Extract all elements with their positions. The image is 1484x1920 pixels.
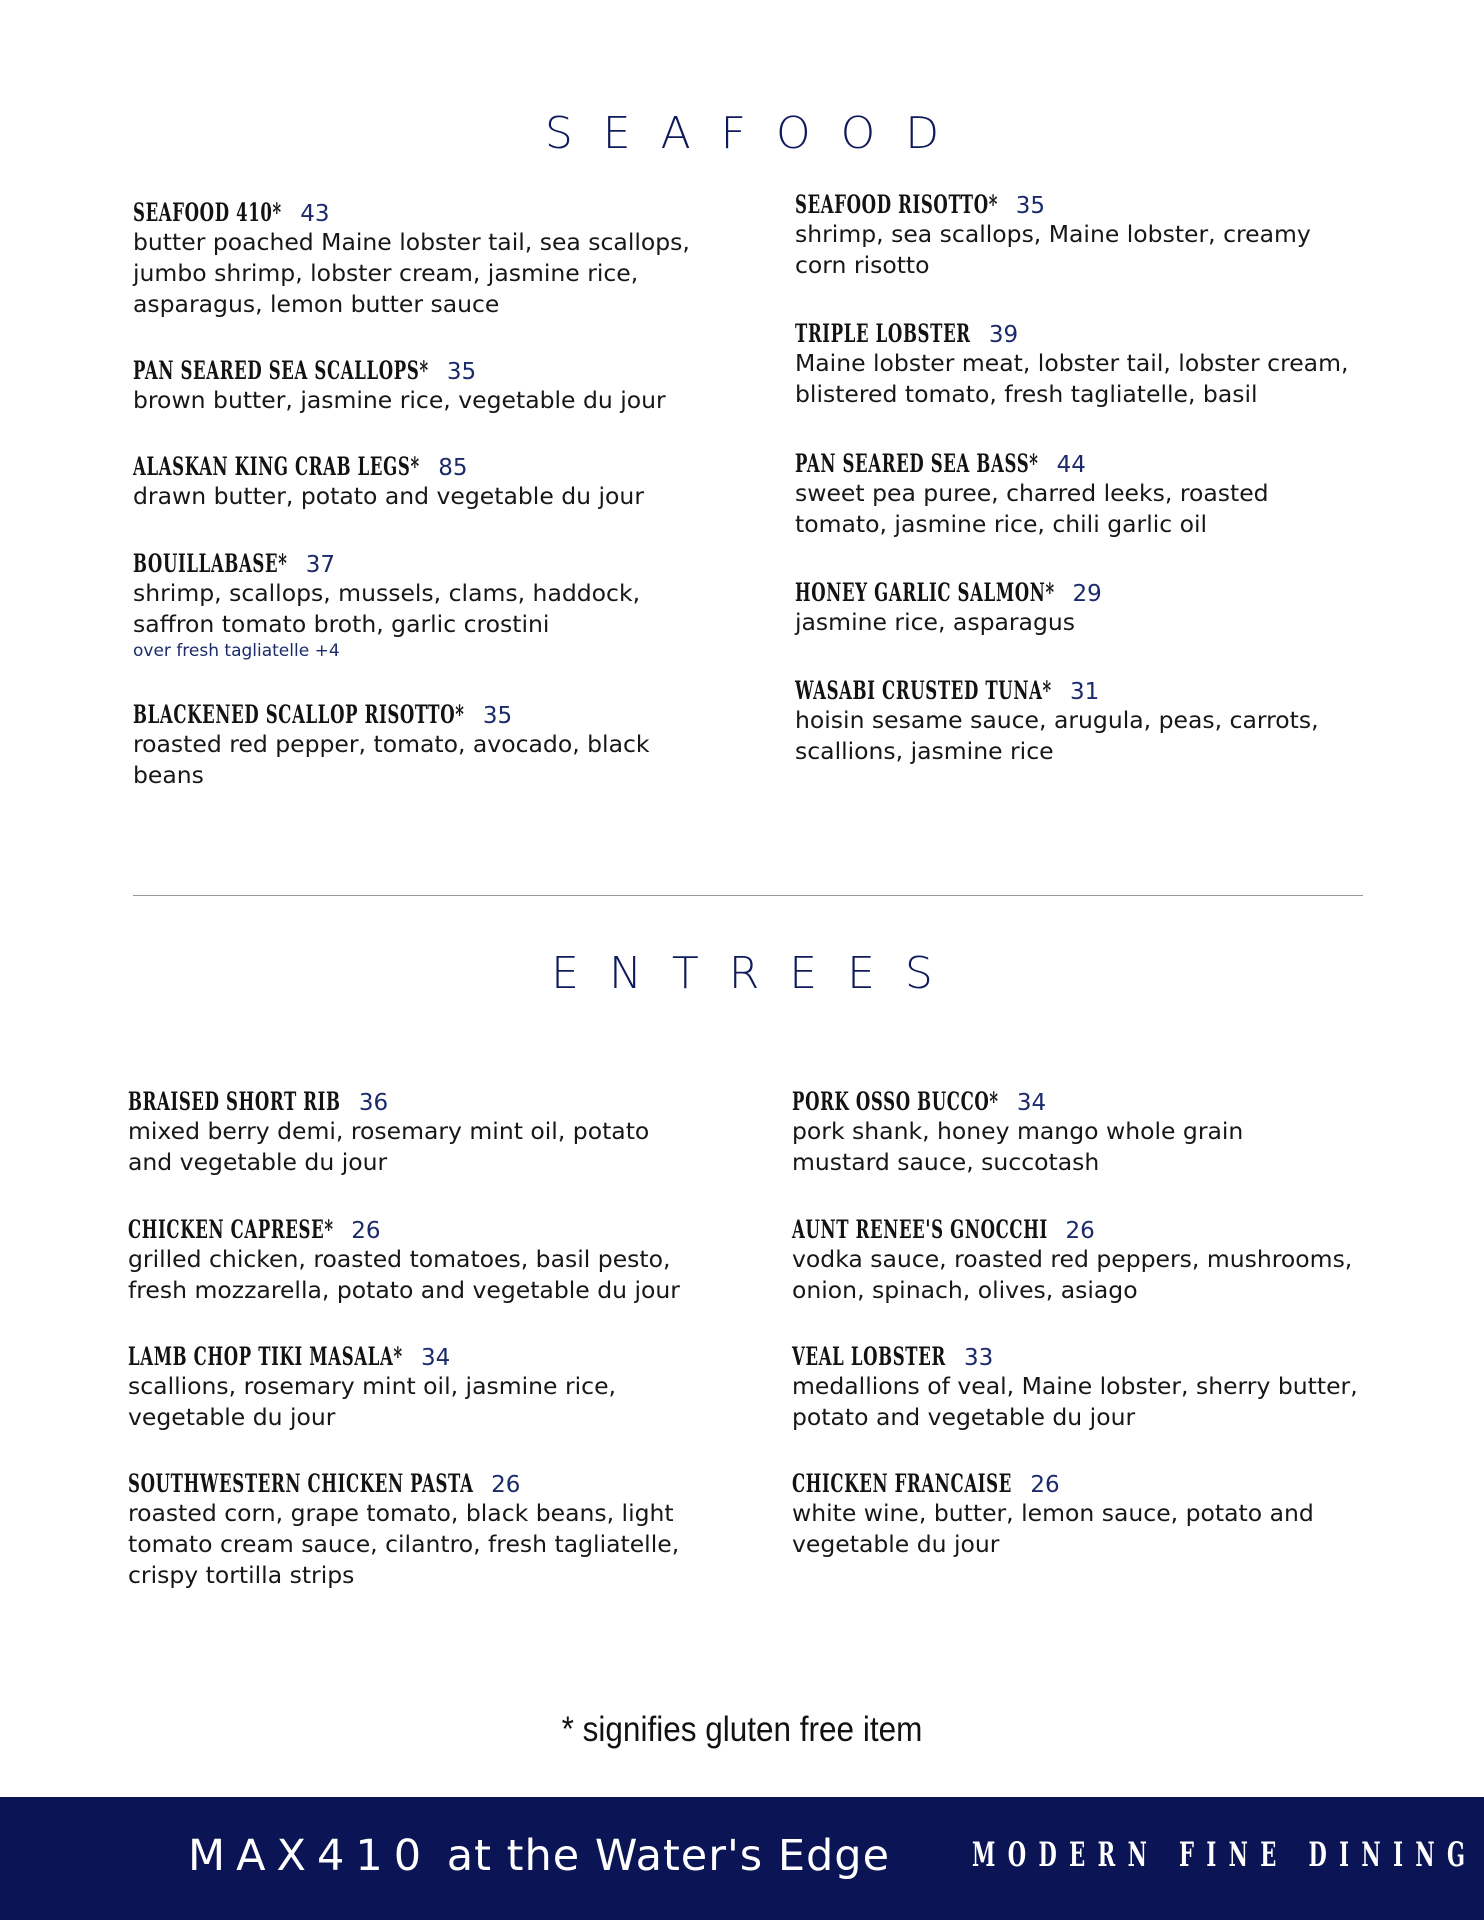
item-description: brown butter, jasmine rice, vegetable du jour	[133, 386, 666, 414]
restaurant-name-prefix: MAX410	[188, 1831, 433, 1881]
item-description: drawn butter, potato and vegetable du jour	[133, 482, 644, 510]
item-price: 39	[988, 322, 1019, 348]
menu-item	[792, 1469, 1332, 1560]
menu-item	[792, 1215, 1372, 1306]
item-price: 37	[305, 552, 335, 578]
tagline: MODERN FINE DINING	[972, 1835, 1478, 1875]
item-description: grilled chicken, roasted tomatoes, basil pesto, fresh mozzarella, potato and vegetable du jour	[128, 1245, 680, 1304]
item-price: 34	[421, 1345, 451, 1371]
item-description: roasted red pepper, tomato, avocado, black beans	[133, 730, 650, 789]
item-name: VEAL LOBSTER	[792, 1342, 946, 1371]
item-price: 29	[1072, 581, 1102, 607]
item-price: 35	[446, 359, 477, 385]
item-description: roasted corn, grape tomato, black beans, light tomato cream sauce, cilantro, fresh tagliatelle, crispy tortilla strips	[128, 1499, 680, 1589]
menu-item	[795, 578, 1102, 638]
menu-item	[133, 549, 693, 661]
item-name: ALASKAN KING CRAB LEGS*	[133, 452, 420, 481]
item-name: CHICKEN CAPRESE*	[128, 1215, 334, 1244]
item-price: 44	[1056, 452, 1086, 478]
menu-item	[133, 356, 666, 416]
item-description: Maine lobster meat, lobster tail, lobster cream, blistered tomato, fresh tagliatelle, basil	[795, 349, 1349, 408]
item-description: hoisin sesame sauce, arugula, peas, carrots, scallions, jasmine rice	[795, 706, 1319, 765]
item-description: sweet pea puree, charred leeks, roasted tomato, jasmine rice, chili garlic oil	[795, 479, 1269, 538]
gluten-free-note: * signifies gluten free item	[561, 1710, 923, 1749]
item-description: white wine, butter, lemon sauce, potato and vegetable du jour	[792, 1499, 1314, 1558]
item-description: mixed berry demi, rosemary mint oil, potato and vegetable du jour	[128, 1117, 650, 1176]
restaurant-name-suffix: at the Water's Edge	[432, 1831, 891, 1881]
item-name: CHICKEN FRANCAISE	[792, 1469, 1012, 1498]
item-price: 36	[358, 1090, 389, 1116]
item-name: SOUTHWESTERN CHICKEN PASTA	[128, 1469, 474, 1498]
menu-item	[128, 1087, 688, 1178]
section-divider	[133, 895, 1363, 896]
item-name: PAN SEARED SEA BASS*	[795, 449, 1039, 478]
item-price: 34	[1016, 1090, 1047, 1116]
item-name: BLACKENED SCALLOP RISOTTO*	[133, 700, 465, 729]
item-name: LAMB CHOP TIKI MASALA*	[128, 1342, 403, 1371]
menu-item	[128, 1215, 713, 1306]
item-name: BRAISED SHORT RIB	[128, 1087, 341, 1116]
item-description: medallions of veal, Maine lobster, sherry butter, potato and vegetable du jour	[792, 1372, 1358, 1431]
item-description: jasmine rice, asparagus	[795, 608, 1076, 636]
item-description: vodka sauce, roasted red peppers, mushrooms, onion, spinach, olives, asiago	[792, 1245, 1353, 1304]
item-name: AUNT RENEE'S GNOCCHI	[792, 1215, 1048, 1244]
item-price: 26	[1065, 1218, 1095, 1244]
item-name: PAN SEARED SEA SCALLOPS*	[133, 356, 429, 385]
item-name: SEAFOOD RISOTTO*	[795, 190, 999, 219]
menu-item	[795, 190, 1355, 281]
menu-item	[795, 319, 1375, 410]
item-name: PORK OSSO BUCCO*	[792, 1087, 999, 1116]
item-price: 26	[351, 1218, 381, 1244]
item-add-on-note: over fresh tagliatelle +4	[133, 641, 340, 661]
item-description: shrimp, scallops, mussels, clams, haddock, saffron tomato broth, garlic crostini	[133, 579, 641, 638]
entrees-heading: ENTREES	[551, 948, 963, 999]
item-name: BOUILLABASE*	[133, 549, 288, 578]
menu-item	[795, 449, 1315, 540]
item-price: 33	[963, 1345, 994, 1371]
item-price: 85	[438, 455, 468, 481]
item-price: 26	[1030, 1472, 1060, 1498]
menu-item	[128, 1469, 708, 1591]
item-description: pork shank, honey mango whole grain mustard sauce, succotash	[792, 1117, 1244, 1176]
item-price: 31	[1070, 679, 1100, 705]
menu-item	[128, 1342, 648, 1433]
footer-banner	[0, 1797, 1484, 1920]
item-description: butter poached Maine lobster tail, sea scallops, jumbo shrimp, lobster cream, jasmine rice, asparagus, lemon butter sauce	[133, 228, 690, 318]
item-price: 35	[1015, 193, 1046, 219]
item-description: scallions, rosemary mint oil, jasmine rice, vegetable du jour	[128, 1372, 616, 1431]
item-price: 43	[300, 201, 330, 227]
restaurant-name	[188, 1831, 890, 1881]
menu-item	[792, 1342, 1372, 1433]
menu-item	[133, 452, 644, 512]
seafood-heading: SEAFOOD	[544, 108, 970, 159]
menu-item	[795, 676, 1355, 767]
item-price: 26	[491, 1472, 521, 1498]
item-price: 35	[482, 703, 513, 729]
item-name: SEAFOOD 410*	[133, 198, 282, 227]
menu-item	[133, 198, 723, 320]
menu-item	[792, 1087, 1312, 1178]
menu-item	[133, 700, 693, 791]
item-description: shrimp, sea scallops, Maine lobster, creamy corn risotto	[795, 220, 1311, 279]
item-name: TRIPLE LOBSTER	[795, 319, 971, 348]
item-name: WASABI CRUSTED TUNA*	[795, 676, 1052, 705]
item-name: HONEY GARLIC SALMON*	[795, 578, 1055, 607]
